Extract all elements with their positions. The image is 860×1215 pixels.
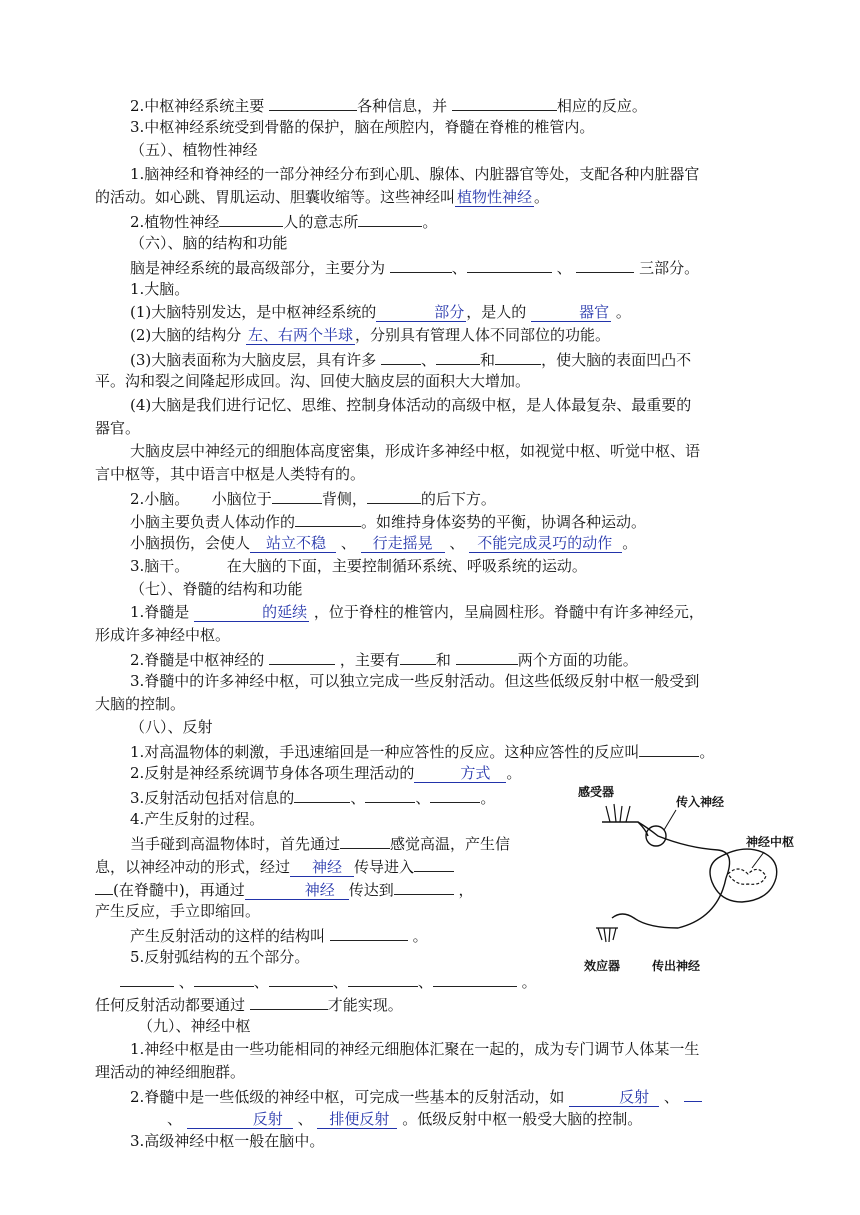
text-line: 、 反射 、 排便反射 。低级反射中枢一般受大脑的控制。 [95,1107,765,1130]
text-line: 的活动。如心跳、胃肌运动、胆囊收缩等。这些神经叫 植物性神经 。 [95,188,550,206]
text-line: 平。沟和裂之间隆起形成回。沟、回使大脑皮层的面积大大增加。 [95,372,531,390]
blank[interactable] [394,877,454,895]
afferent-nerve [638,822,730,878]
afferent-pointer [664,810,676,830]
blank[interactable] [295,509,361,527]
blank[interactable] [390,255,452,273]
answer-text: 方式 [414,764,506,783]
text-line: 器官。 [95,419,141,437]
ganglion [646,826,666,846]
text-line: 2.中枢神经系统主要 各种信息，并 相应的反应。 [130,93,800,117]
blank[interactable] [576,255,634,273]
answer-text: 行走摇晃 [361,534,445,553]
text-line: 、 、 、 、 。 [120,969,790,993]
effector-shape [596,928,618,942]
gray-matter [728,869,766,884]
text-line: 形成许多神经中枢。 [95,626,231,644]
text-line: (2)大脑的结构分 左、右两个半球 ，分别具有管理人体不同部位的功能。 [130,326,611,344]
text-line: 3.反射活动包括对信息的 、 、 。 [130,785,800,809]
text-line: 息，以神经冲动的形式，经过 神经 传导进入 [95,854,765,878]
text-line: 大脑的控制。 [95,695,186,713]
blank [95,1107,167,1124]
blank[interactable] [269,647,335,665]
text-line: 2.脊髓是中枢神经的 ，主要有 和 两个方面的功能。 [130,647,800,671]
text-line: 大脑皮层中神经元的细胞体高度密集，形成许多神经中枢，如视觉中枢、听觉中枢、语 [130,442,701,460]
answer-text: 的延续 [194,603,309,622]
text-line: 4.产生反射的过程。 [130,810,265,828]
text-line: 1.脊髓是 的延续 ，位于脊柱的椎管内，呈扁圆柱形。脊髓中有许多神经元， [130,603,704,621]
text-line: 言中枢等，其中语言中枢是人类特有的。 [95,465,366,483]
text-line: 产生反射活动的这样的结构叫 。 [130,923,800,947]
answer-text: 排便反射 [317,1110,397,1129]
efferent-label: 传出神经 [652,959,701,973]
text-line: 1.对高温物体的刺激，手迅速缩回是一种应答性的反应。这种应答性的反应叫 。 [130,739,800,763]
answer-text: 反射 [569,1088,659,1107]
blank[interactable] [348,969,418,987]
text-line: 小脑主要负责人体动作的 。如维持身体姿势的平衡，协调各种运动。 [130,509,800,533]
answer-text: 部分 [376,303,466,322]
answer-text: 反射 [187,1110,293,1129]
text-line: 3.高级神经中枢一般在脑中。 [130,1132,325,1150]
text-line: 2.脊髓中是一些低级的神经中枢，可完成一些基本的反射活动，如 反射 、 [130,1084,800,1108]
text-line: (4)大脑是我们进行记忆、思维、控制身体活动的高级中枢，是人体最复杂、最重要的 [130,396,692,414]
blank[interactable] [250,992,328,1010]
blank[interactable] [365,785,415,803]
answer-text: 器官 [531,303,611,322]
section-heading: （五）、植物性神经 [130,141,258,159]
afferent-label: 传入神经 [676,795,725,809]
text-line: 1.脑神经和脊神经的一部分神经分布到心肌、腺体、内脏器官等处，支配各种内脏器官 [130,165,700,183]
blank[interactable] [456,647,518,665]
text-line: 3.中枢神经系统受到骨骼的保护，脑在颅腔内，脊髓在脊椎的椎管内。 [130,118,595,136]
blank[interactable] [330,923,408,941]
blank[interactable] [367,486,421,504]
blank[interactable] [294,785,350,803]
blank[interactable] [219,209,283,227]
blank[interactable] [436,347,480,365]
text-line: 理活动的神经细胞群。 [95,1063,246,1081]
text-line: 任何反射活动都要通过 才能实现。 [95,992,765,1016]
section-heading: （八）、反射 [130,718,213,736]
blank[interactable] [433,969,517,987]
section-heading: （六）、脑的结构和功能 [130,234,288,252]
blank[interactable] [340,831,390,849]
text-line: 3.脊髓中的许多神经中枢，可以独立完成一些反射活动。但这些低级反射中枢一般受到 [130,672,700,690]
blank[interactable] [358,209,422,227]
blank[interactable] [467,255,552,273]
text-line: (3)大脑表面称为大脑皮层，具有许多 、 和 ，使大脑的表面凹凸不 [130,347,800,371]
text-line: 2.小脑。 小脑位于 背侧， 的后下方。 [130,486,800,510]
blank[interactable] [639,739,699,757]
text-line: 小脑损伤，会使人 站立不稳 、 行走摇晃 、 不能完成灵巧的动作 。 [130,534,638,552]
effector-label: 效应器 [584,959,621,973]
text-line: 3.脑干。 在大脑的下面，主要控制循环系统、呼吸系统的运动。 [130,557,587,575]
text-line: 2.植物性神经 人的意志所 。 [130,209,800,233]
blank[interactable] [269,93,357,111]
blank[interactable] [272,486,322,504]
receptor-label: 感受器 [578,785,615,799]
blank[interactable] [95,877,113,895]
center-label: 神经中枢 [746,835,795,849]
blank[interactable] [430,785,480,803]
text-line: 2.反射是神经系统调节身体各项生理活动的 方式 。 [130,764,522,782]
blank[interactable] [684,1084,702,1102]
answer-text: 站立不稳 [250,534,336,553]
text-line: 当手碰到高温物体时，首先通过 感觉高温，产生信 [130,831,800,855]
blank[interactable] [452,93,557,111]
answer-text: 左、右两个半球 [248,326,354,344]
blank[interactable] [414,854,454,872]
reflex-arc-figure [568,778,808,978]
blank[interactable] [269,969,333,987]
blank[interactable] [381,347,421,365]
section-heading: （七）、脊髓的结构和功能 [130,580,303,598]
center-pointer [752,852,764,868]
receptor-branches [606,804,630,822]
blank[interactable] [495,347,541,365]
efferent-nerve [612,878,726,928]
text-line: 5.反射弧结构的五个部分。 [130,948,310,966]
spinal-cord-section [710,849,777,902]
blank[interactable] [400,647,436,665]
text-line: 1.神经中枢是由一些功能相同的神经元细胞体汇聚在一起的，成为专门调节人体某一生 [130,1040,700,1058]
blank[interactable] [120,969,174,987]
answer-text: 神经 [245,881,349,900]
blank[interactable] [194,969,254,987]
answer-text: 植物性神经 [457,188,533,206]
text-line: 产生反应，手立即缩回。 [95,902,261,920]
section-heading: （九）、神经中枢 [138,1017,251,1035]
answer-text: 神经 [290,858,354,877]
text-line: 脑是神经系统的最高级部分，主要分为 、 、 三部分。 [130,255,800,279]
text-line: (在脊髓中)，再通过 神经 传达到 ， [95,877,765,901]
text-line: (1)大脑特别发达，是中枢神经系统的 部分 ，是人的 器官 。 [130,303,631,321]
text-line: 1.大脑。 [130,280,190,298]
answer-text: 不能完成灵巧的动作 [469,534,622,553]
